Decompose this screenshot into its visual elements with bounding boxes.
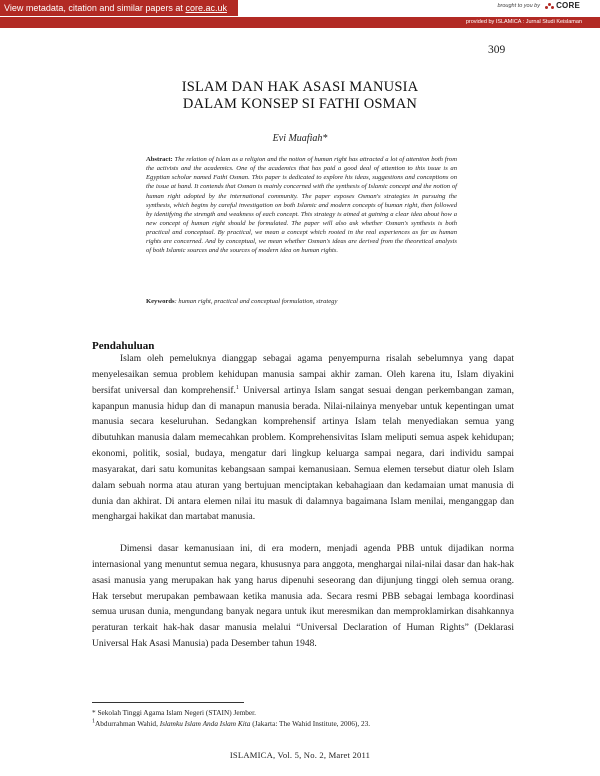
paragraph2-text: Dimensi dasar kemanusiaan ini, di era modern, menjadi agenda PBB untuk dijadikan norma internasional yang menuntut semua negara, khususnya para anggota, menghargai nilai-nilai dasar dan hak-hak asasi manusia yang merupakan hak yang harus dipenuhi seseorang dan dijunjung tinggi oleh semua orang. Hak tersebut merupakan pembawaan ketika manusia ada. Secara resmi PBB sebagai lembaga koordinasi semua urusan dunia, mengundang banyak negara untuk ikut meresmikan dan memproklamirkan disahkannya peraturan terkait hak-hak dasar manusia melalui “Universal Declaration of Human Rights” (Deklarasi Universal Hak Asasi Manusia) pada Desember tahun 1948. — [92, 544, 514, 650]
core-metadata-link[interactable] — [0, 0, 238, 16]
paragraph1-part2: Universal artinya Islam sangat sesuai dengan perkembangan zaman, kapanpun manusia hidup dan di manapun manusia berada. Nilai-nilainya menyebar untuk kepentingan umat manusia secara keseluruhan. Sedangkan komprehensif artinya Islam telah menyediakan semua yang dibutuhkan manusia dalam memecahkan problem. Komprehensivitas Islam meliputi semua aspek kehidupan; ekonomi, politik, sosial, budaya, mengatur dari lingkup keluarga sampai negara, dari individu sampai masyarakat, dari satu komunitas kebangsaan sampai kemanusiaan. Semua elemen tersebut diatur oleh Islam dalam sebuah norma atau aturan yang bertujuan menciptakan kebahagiaan dan kedamaian umat manusia di dunia dan akhirat. Di antara elemen nilai itu masuk di dalamnya bagaimana Islam menilai, menganggap dan menghargai hakikat dan martabat manusia. — [92, 385, 515, 523]
body-paragraph-1 — [92, 352, 514, 526]
abstract — [146, 155, 457, 255]
provided-by-bar[interactable]: provided by ISLAMICA : Jurnal Studi Keislaman — [0, 17, 600, 28]
brought-by-text: brought to you by — [497, 3, 540, 9]
abstract-text: The relation of Islam as a religion and the notion of human right has attracted a lot of attention both from the activists and the academics. One of the academics that has paid a good deal of attention to this issue is an Egyptian scholar named Fathi Osman. This paper is dedicated to explore his ideas, suggestions and conceptions on the issue at hand. It contends that Osman is mainly concerned with the synthesis of Islamic concept and the notion of human right adopted by the international community. The paper exposes Osman's strategies in pursuing the synthesis, which begins by careful investigation on both Islamic and modern concepts of human right, then followed by identifying the strength and weakness of each concept. This strategy is aimed at gaining a clear idea about how a new concept of human right should be formulated. The paper will also ask whether Osman's synthesis is both practical and conceptual. By practical, we mean a concept which rooted in the real experiences as far as human rights are concerned. And by conceptual, we mean whether Osman's ideas are derived from the theoretical analysis of both Islamic sources and the sources of modern idea on human rights. — [146, 156, 457, 255]
core-logo-text: CORE — [556, 1, 580, 10]
core-link-prefix: View metadata, citation and similar papers at — [4, 3, 186, 13]
section-heading: Pendahuluan — [92, 340, 155, 352]
keywords-label: Keywords — [146, 298, 175, 305]
paper-title-line1: ISLAM DAN HAK ASASI MANUSIA — [181, 79, 419, 95]
footnote-divider — [92, 702, 244, 703]
footnote-1-author: Abdurrahman Wahid, — [95, 719, 160, 728]
core-link-site[interactable]: core.ac.uk — [185, 3, 227, 13]
footnote-1 — [92, 719, 514, 729]
keywords — [146, 297, 457, 306]
core-banner — [0, 0, 600, 28]
footnote-author-affiliation: * Sekolah Tinggi Agama Islam Negeri (STAIN) Jember. — [92, 708, 256, 717]
footnote-ref-1[interactable]: 1 — [235, 384, 239, 391]
author-name: Evi Muafiah* — [272, 133, 328, 144]
abstract-label: Abstract: — [146, 156, 173, 163]
page-number: 309 — [488, 44, 506, 56]
core-logo-icon — [545, 1, 554, 10]
footnote-1-mark: 1 — [92, 718, 95, 725]
footnote-1-rest: (Jakarta: The Wahid Institute, 2006), 23. — [250, 719, 371, 728]
paper-title-line2: DALAM KONSEP SI FATHI OSMAN — [182, 96, 418, 112]
body-paragraph-2 — [92, 542, 514, 653]
journal-footer: ISLAMICA, Vol. 5, No. 2, Maret 2011 — [229, 750, 371, 760]
footnote-1-title: Islamku Islam Anda Islam Kita — [159, 719, 251, 728]
paragraph1-part1: Islam oleh pemeluknya dianggap sebagai agama penyempurna risalah sebelumnya yang dapat menyelesaikan semua problem kehidupan manusia sampai akhir zaman. Oleh karena itu, Islam diyakini bersifat universal dan komprehensif. — [92, 354, 514, 396]
keywords-text: : human right, practical and conceptual formulation, strategy — [174, 298, 338, 305]
core-logo[interactable] — [545, 1, 580, 10]
